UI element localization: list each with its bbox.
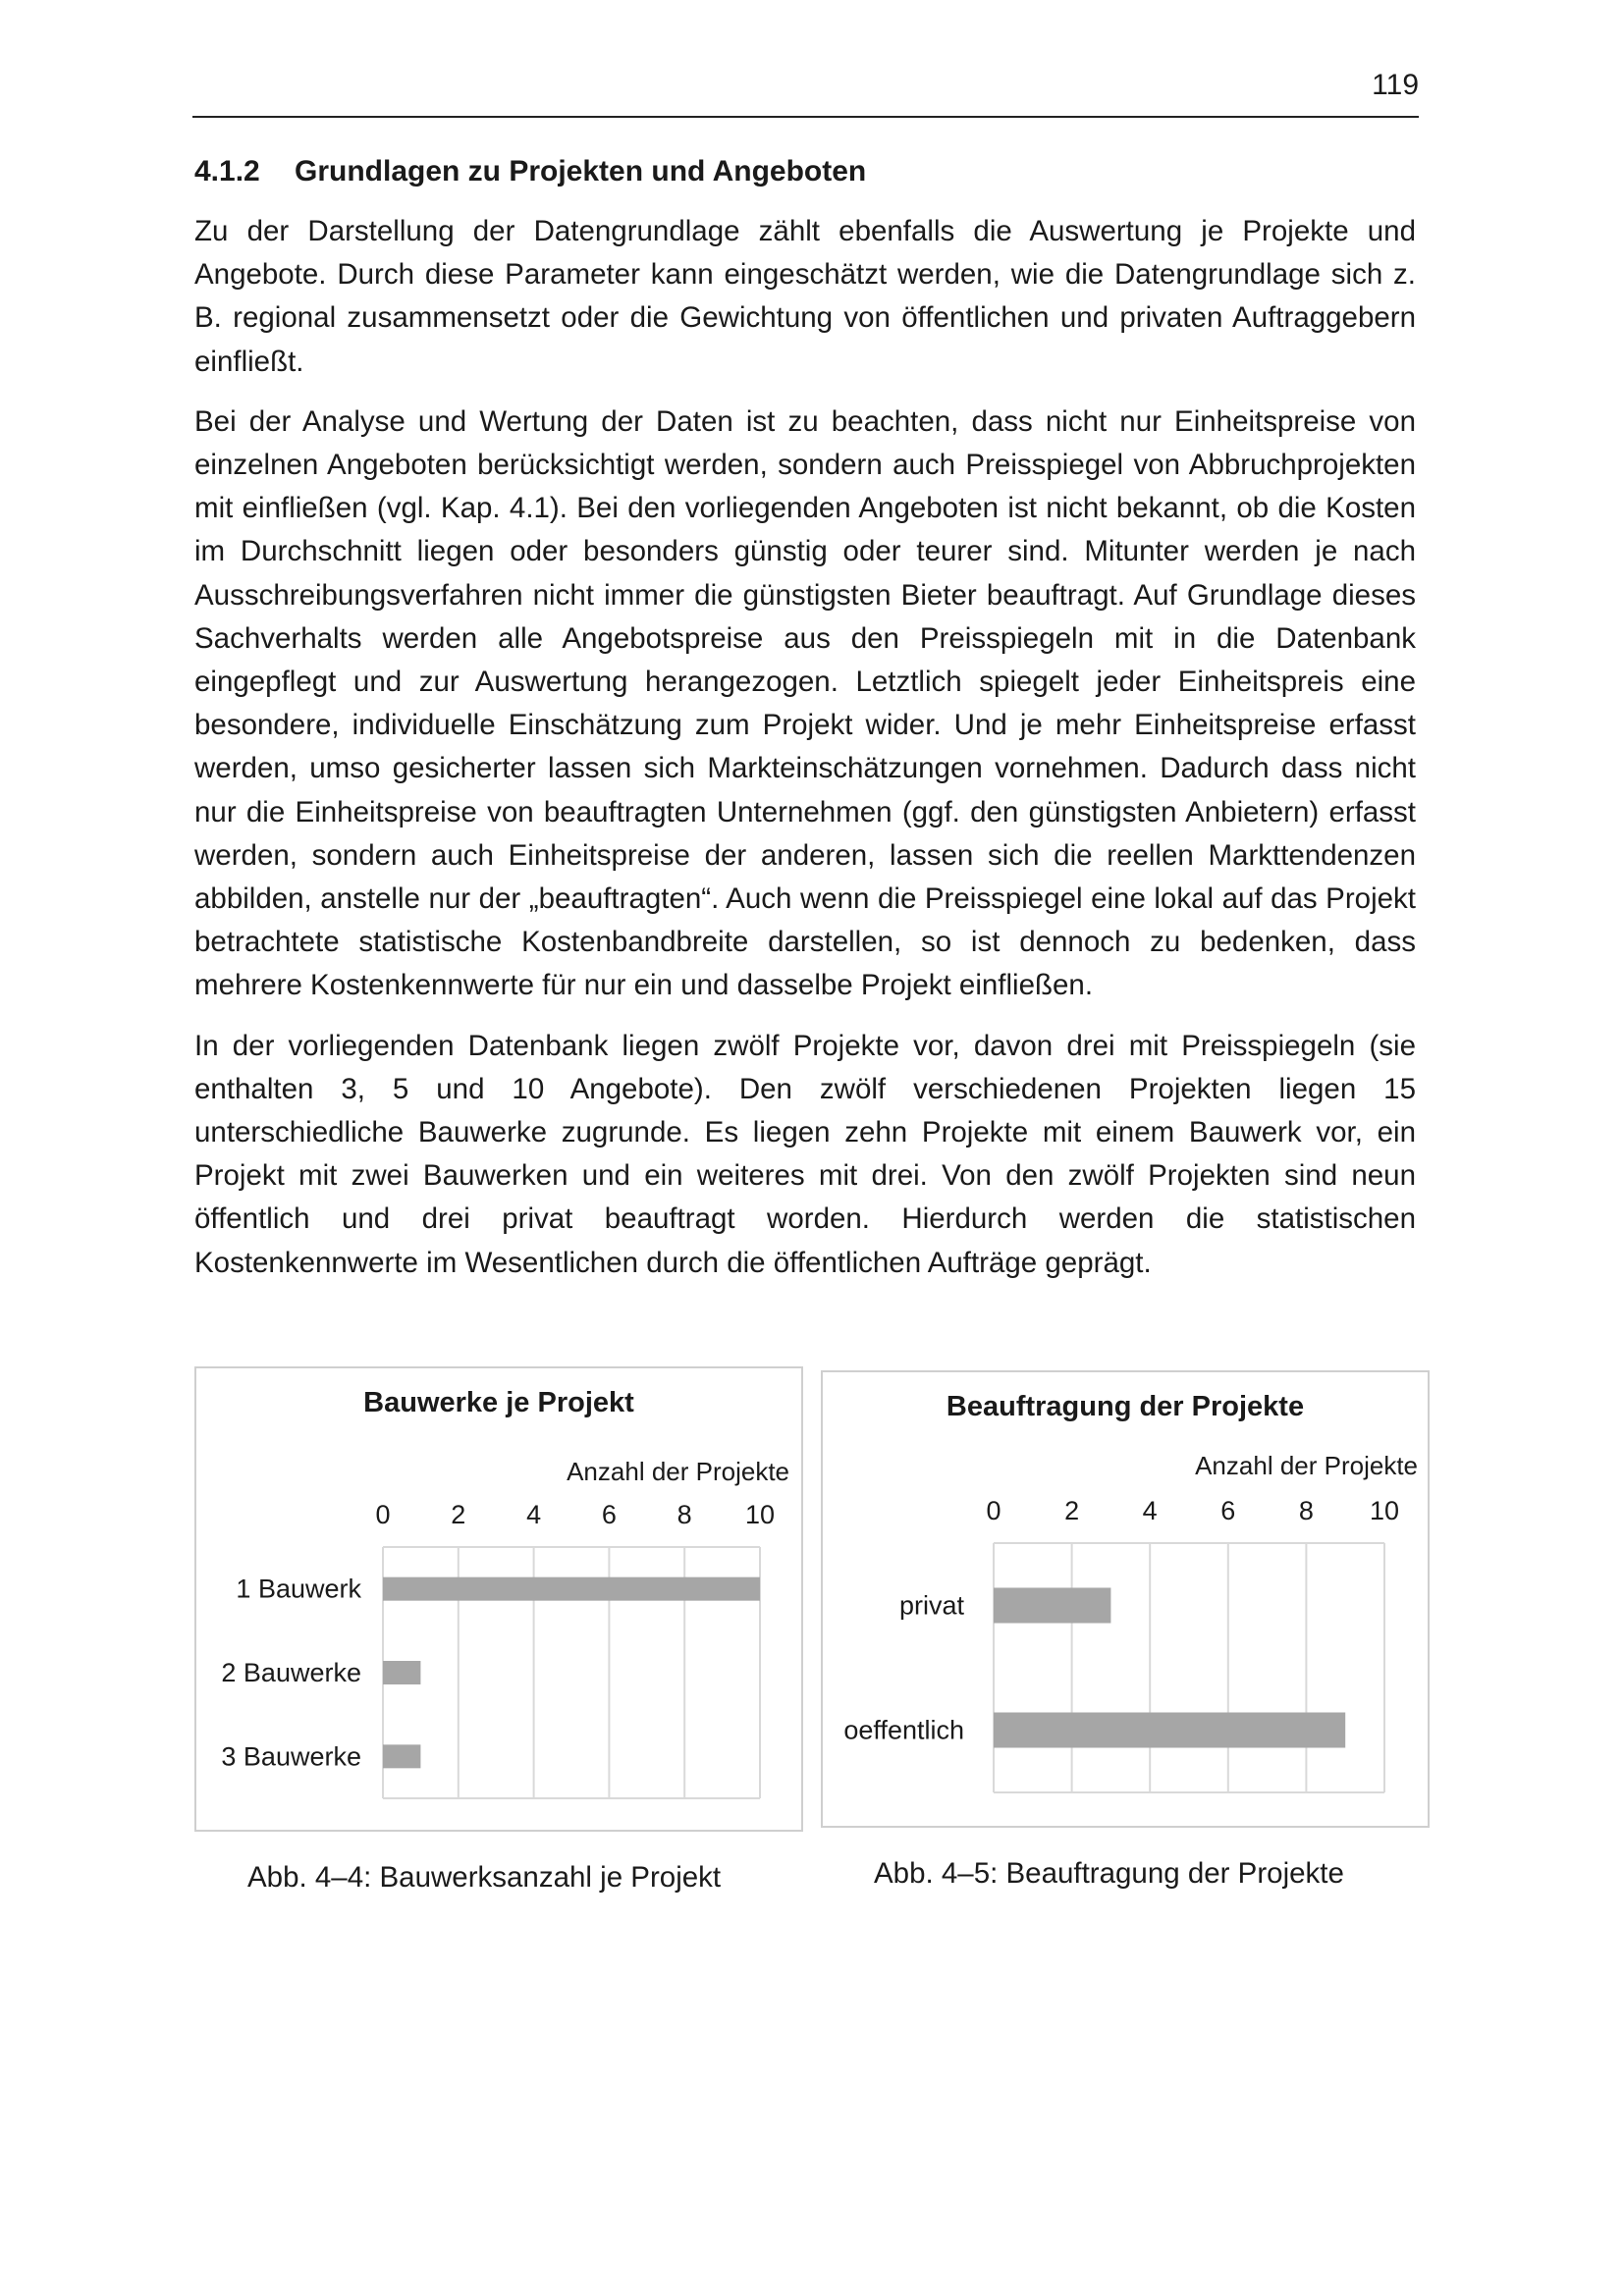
x-tick-label: 0 <box>986 1496 1001 1525</box>
x-axis-label: Anzahl der Projekte <box>567 1457 789 1486</box>
category-label: 1 Bauwerk <box>236 1574 361 1604</box>
figure-caption: Abb. 4–4: Bauwerksanzahl je Projekt <box>247 1861 722 1894</box>
x-tick-label: 0 <box>375 1500 391 1529</box>
paragraph: Zu der Darstellung der Datengrundlage zählt ebenfalls die Auswertung je Projekte und Angebote. Durch diese Parameter kann eingeschätzt werden, wie die Datengrundlage sich z. B. regional zusammensetzt oder die Gewichtung von öffentlichen und privaten Auftraggebern einfließt. <box>194 215 1416 378</box>
section-heading <box>194 155 866 188</box>
category-label: privat <box>898 1590 964 1621</box>
bar <box>994 1588 1110 1624</box>
category-label: 3 Bauwerke <box>221 1741 361 1772</box>
bar <box>383 1577 760 1601</box>
x-tick-label: 10 <box>1369 1496 1400 1525</box>
x-tick-label: 10 <box>744 1500 776 1529</box>
x-tick-label: 4 <box>1142 1496 1158 1525</box>
x-tick-label: 2 <box>1064 1496 1080 1525</box>
x-tick-label: 6 <box>601 1500 617 1529</box>
paragraph: Bei der Analyse und Wertung der Daten ist zu beachten, dass nicht nur Einheitspreise von einzelnen Angeboten berücksichtigt werden, sondern auch Preisspiegel von Abbruchprojekten mit einfließen (vgl. Kap. 4.1). Bei den vorliegenden Angeboten ist nicht bekannt, ob die Kosten im Durchschnitt liegen oder besonders günstig oder teurer sind. Mitunter werden je nach Ausschreibungsverfahren nicht immer die günstigsten Bieter beauftragt. Auf Grundlage dieses Sachverhalts werden alle Angebotspreise aus den Preisspiegeln mit in die Datenbank eingepflegt und zur Auswertung herangezogen. Letztlich spiegelt jeder Einheitspreis eine besondere, individuelle Einschätzung zum Projekt wider. Und je mehr Einheitspreise erfasst werden, umso gesicherter lassen sich Markteinschätzungen vornehmen. Dadurch dass nicht nur die Einheitspreise von beauftragten Unternehmen (ggf. den günstigsten Anbietern) erfasst werden, sondern auch Einheitspreise der anderen, lassen sich die reellen Markttendenzen abbilden, anstelle nur der „beauftragten“. Auch wenn die Preisspiegel eine lokal auf das Projekt betrachtete statistische Kostenbandbreite darstellen, so ist dennoch zu bedenken, dass mehrere Kostenkennwerte für nur ein und dasselbe Projekt einfließen. <box>194 404 1416 1002</box>
x-tick-label: 6 <box>1220 1496 1236 1525</box>
x-tick-label: 8 <box>1298 1496 1314 1525</box>
section-number: 4.1.2 <box>194 155 260 187</box>
page-number: 119 <box>1372 69 1419 101</box>
chart-title: Beauftragung der Projekte <box>946 1391 1305 1422</box>
bar-chart-bauwerke <box>196 1368 801 1830</box>
paragraph: In der vorliegenden Datenbank liegen zwölf Projekte vor, davon drei mit Preisspiegeln (sie enthalten 3, 5 und 10 Angebote). Den zwölf verschiedenen Projekten liegen 15 unterschiedliche Bauwerke zugrunde. Es liegen zehn Projekte mit einem Bauwerk vor, ein Projekt mit zwei Bauwerken und ein weiteres mit drei. Von den zwölf Projekten sind neun öffentlich und drei privat beauftragt worden. Hierdurch werden die statistischen Kostenkennwerte im Wesentlichen durch die öffentlichen Aufträge geprägt. <box>194 1029 1416 1279</box>
bar <box>383 1744 420 1768</box>
chart-title: Bauwerke je Projekt <box>363 1387 634 1418</box>
x-axis-label: Anzahl der Projekte <box>1195 1451 1418 1480</box>
x-tick-label: 4 <box>526 1500 542 1529</box>
figure-bauwerke-chart <box>194 1366 803 1832</box>
header-rule <box>192 116 1419 118</box>
bar <box>383 1661 420 1684</box>
body-text <box>194 210 1416 1302</box>
section-title: Grundlagen zu Projekten und Angeboten <box>295 155 867 187</box>
x-tick-label: 8 <box>676 1500 692 1529</box>
figure-beauftragung-chart <box>821 1370 1430 1828</box>
x-tick-label: 2 <box>451 1500 466 1529</box>
category-label: oeffentlich <box>843 1715 964 1745</box>
category-label: 2 Bauwerke <box>221 1658 361 1687</box>
bar <box>994 1713 1345 1748</box>
figure-caption: Abb. 4–5: Beauftragung der Projekte <box>874 1857 1344 1890</box>
bar-chart-beauftragung <box>823 1372 1428 1826</box>
